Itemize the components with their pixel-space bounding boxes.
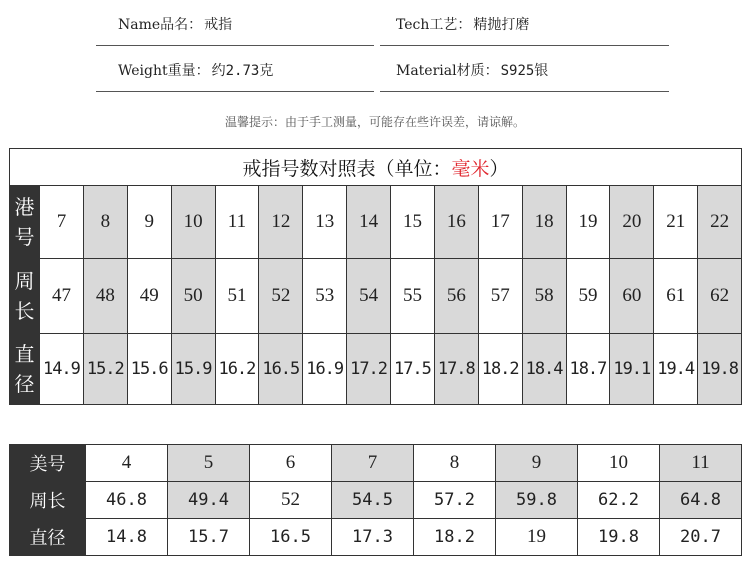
hk-table-title <box>10 149 742 186</box>
hk-circumference-cell: 57 <box>478 259 522 334</box>
hk-diameter-cell: 18.2 <box>478 334 522 405</box>
hk-circumference-header: 周 长 <box>10 259 40 334</box>
hk-circumference-cell: 49 <box>127 259 171 334</box>
hk-diameter-cell: 17.8 <box>434 334 478 405</box>
us-size-cell: 8 <box>414 445 496 482</box>
us-size-row <box>10 445 742 482</box>
product-weight-value: 约2.73克 <box>211 62 274 79</box>
us-circumference-cell: 62.2 <box>578 482 660 519</box>
hk-size-cell: 8 <box>83 186 127 259</box>
us-size-cell: 7 <box>332 445 414 482</box>
us-size-cell: 5 <box>168 445 250 482</box>
hk-size-row <box>10 186 742 259</box>
us-size-cell: 6 <box>250 445 332 482</box>
us-diameter-cell: 15.7 <box>168 519 250 556</box>
hk-diameter-header: 直 径 <box>10 334 40 405</box>
us-diameter-cell: 19.8 <box>578 519 660 556</box>
us-diameter-cell: 14.8 <box>86 519 168 556</box>
hk-diameter-cell: 15.9 <box>171 334 215 405</box>
hk-diameter-row <box>10 334 742 405</box>
hk-diameter-cell: 17.5 <box>391 334 435 405</box>
hk-table-title-row <box>10 149 742 186</box>
us-diameter-cell: 16.5 <box>250 519 332 556</box>
hk-size-cell: 9 <box>127 186 171 259</box>
hk-circumference-cell: 60 <box>610 259 654 334</box>
hk-diameter-cell: 16.2 <box>215 334 259 405</box>
hk-size-cell: 10 <box>171 186 215 259</box>
hk-table-title-end: ） <box>489 157 509 180</box>
hk-size-cell: 15 <box>391 186 435 259</box>
hk-circumference-cell: 48 <box>83 259 127 334</box>
hk-circumference-cell: 58 <box>522 259 566 334</box>
hk-diameter-cell: 19.4 <box>654 334 698 405</box>
hk-size-cell: 18 <box>522 186 566 259</box>
hk-diameter-cell: 15.6 <box>127 334 171 405</box>
product-name-value: 戒指 <box>204 16 233 33</box>
us-size-cell: 10 <box>578 445 660 482</box>
us-size-cell: 4 <box>86 445 168 482</box>
product-weight-label: Weight重量： <box>118 62 210 79</box>
hk-size-cell: 14 <box>347 186 391 259</box>
hk-diameter-cell: 16.9 <box>303 334 347 405</box>
product-tech-field <box>380 2 669 46</box>
us-size-table <box>9 444 742 556</box>
hk-circumference-cell: 52 <box>259 259 303 334</box>
hk-diameter-cell: 15.2 <box>83 334 127 405</box>
info-row-1 <box>96 2 669 48</box>
product-weight-field <box>96 48 374 92</box>
us-size-cell: 11 <box>660 445 742 482</box>
hk-diameter-cell: 16.5 <box>259 334 303 405</box>
hk-circumference-cell: 56 <box>434 259 478 334</box>
us-size-header: 美号 <box>10 445 86 482</box>
us-circumference-cell: 49.4 <box>168 482 250 519</box>
us-diameter-row <box>10 519 742 556</box>
hk-table-title-text: 戒指号数对照表（单位： <box>242 157 452 180</box>
hk-size-cell: 20 <box>610 186 654 259</box>
info-row-2 <box>96 48 669 94</box>
hk-size-cell: 19 <box>566 186 610 259</box>
hk-size-table <box>9 148 742 405</box>
us-diameter-cell: 19 <box>496 519 578 556</box>
hk-diameter-cell: 17.2 <box>347 334 391 405</box>
product-material-value: S925银 <box>500 62 549 79</box>
measurement-notice: 温馨提示：由于手工测量，可能存在些许误差，请谅解。 <box>224 115 525 129</box>
hk-diameter-cell: 19.8 <box>698 334 742 405</box>
hk-circumference-cell: 54 <box>347 259 391 334</box>
us-diameter-cell: 20.7 <box>660 519 742 556</box>
us-circumference-cell: 64.8 <box>660 482 742 519</box>
hk-size-cell: 7 <box>40 186 84 259</box>
hk-size-cell: 12 <box>259 186 303 259</box>
hk-circumference-row <box>10 259 742 334</box>
hk-diameter-cell: 18.4 <box>522 334 566 405</box>
hk-circumference-cell: 55 <box>391 259 435 334</box>
us-diameter-cell: 17.3 <box>332 519 414 556</box>
hk-circumference-cell: 51 <box>215 259 259 334</box>
hk-circumference-cell: 47 <box>40 259 84 334</box>
hk-size-cell: 22 <box>698 186 742 259</box>
us-circumference-row <box>10 482 742 519</box>
us-circumference-cell: 46.8 <box>86 482 168 519</box>
us-diameter-cell: 18.2 <box>414 519 496 556</box>
hk-circumference-cell: 53 <box>303 259 347 334</box>
us-diameter-header: 直径 <box>10 519 86 556</box>
hk-size-cell: 13 <box>303 186 347 259</box>
hk-size-header: 港 号 <box>10 186 40 259</box>
us-circumference-cell: 54.5 <box>332 482 414 519</box>
hk-circumference-cell: 50 <box>171 259 215 334</box>
hk-size-cell: 21 <box>654 186 698 259</box>
hk-circumference-cell: 61 <box>654 259 698 334</box>
hk-diameter-cell: 18.7 <box>566 334 610 405</box>
us-circumference-cell: 59.8 <box>496 482 578 519</box>
hk-table-unit: 毫米 <box>451 157 490 180</box>
hk-size-cell: 16 <box>434 186 478 259</box>
hk-circumference-cell: 59 <box>566 259 610 334</box>
hk-size-cell: 17 <box>478 186 522 259</box>
us-circumference-cell: 57.2 <box>414 482 496 519</box>
product-material-label: Material材质： <box>396 62 499 79</box>
product-tech-value: 精抛打磨 <box>473 16 530 33</box>
us-circumference-header: 周长 <box>10 482 86 519</box>
product-name-label: Name品名： <box>118 16 203 33</box>
product-material-field <box>380 48 669 92</box>
hk-size-cell: 11 <box>215 186 259 259</box>
hk-diameter-cell: 19.1 <box>610 334 654 405</box>
product-tech-label: Tech工艺： <box>396 16 472 33</box>
product-name-field <box>96 2 374 46</box>
us-circumference-cell: 52 <box>250 482 332 519</box>
hk-diameter-cell: 14.9 <box>40 334 84 405</box>
hk-circumference-cell: 62 <box>698 259 742 334</box>
us-size-cell: 9 <box>496 445 578 482</box>
